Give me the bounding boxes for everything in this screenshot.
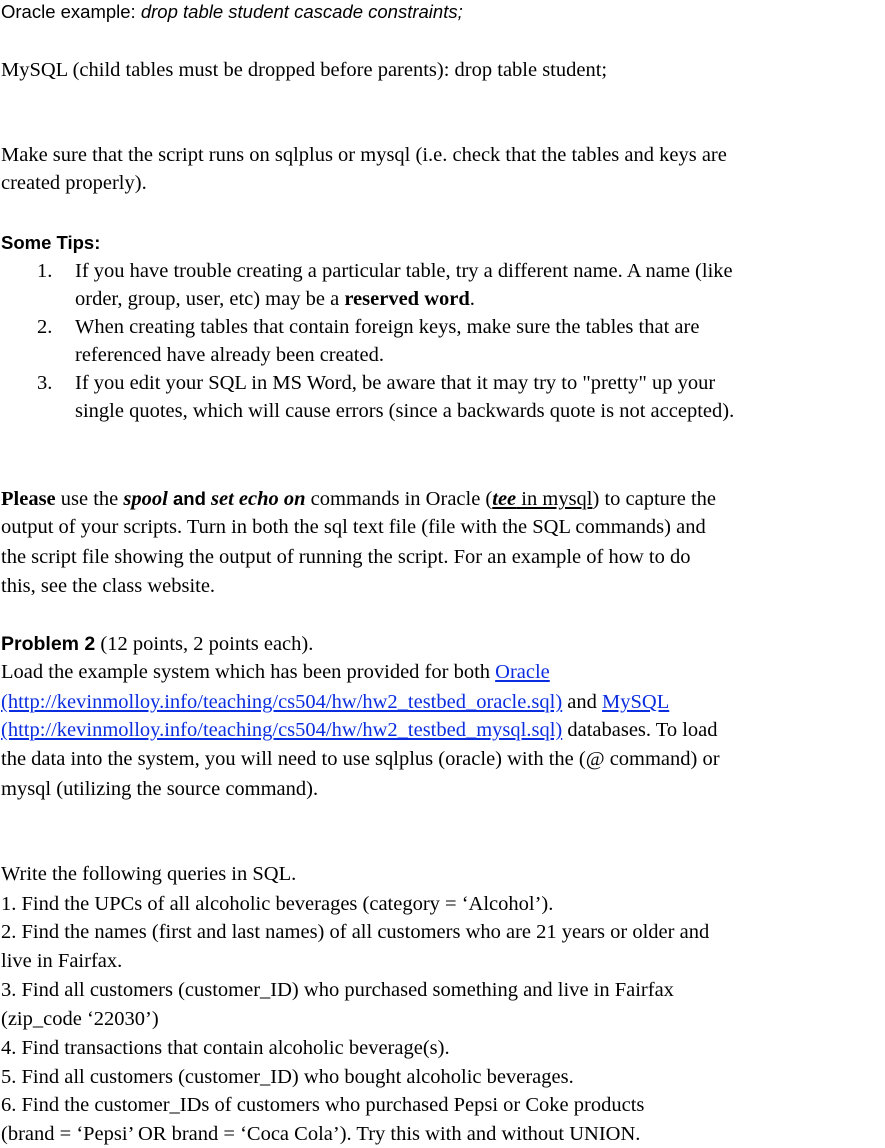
tips-heading: Some Tips: [1, 232, 101, 253]
oracle-url-link[interactable]: (http://kevinmolloy.info/teaching/cs504/hw/hw2_testbed_oracle.sql) [1, 691, 563, 713]
tip-item-2 [0, 313, 885, 369]
use-the-text: use the [55, 488, 124, 510]
please-word: Please [1, 488, 56, 510]
query-1: 1. Find the UPCs of all alcoholic beverages (category = ‘Alcohol’). [1, 893, 554, 915]
to-capture-text: ) to capture the [592, 488, 717, 510]
tip-item-3 [0, 369, 885, 425]
tip-item-1 [0, 257, 885, 313]
and-text: and [562, 691, 603, 713]
please-line-3: the script file showing the output of running the script. For an example of how to do [1, 546, 691, 568]
tip-1-line-2 [75, 285, 885, 313]
query-4: 4. Find transactions that contain alcoholic beverage(s). [1, 1037, 450, 1059]
problem-2-points: (12 points, 2 points each). [95, 633, 314, 655]
tip-3-line-2: single quotes, which will cause errors (since a backwards quote is not accepted). [75, 400, 735, 422]
tip-1-line-1: If you have trouble creating a particular table, try a different name. A name (like [75, 260, 733, 282]
tip-3-line-1: If you edit your SQL in MS Word, be aware that it may try to "pretty" up your [75, 372, 716, 394]
and-word: and [167, 488, 212, 509]
mysql-example-line: MySQL (child tables must be dropped before parents): drop table student; [1, 59, 608, 81]
query-6-line-2: (brand = ‘Pepsi’ OR brand = ‘Coca Cola’). Try this with and without UNION. [1, 1123, 641, 1145]
make-sure-line-2: created properly). [1, 172, 147, 194]
query-2-line-2: live in Fairfax. [1, 950, 123, 972]
problem-2-title: Problem 2 [1, 633, 96, 655]
tip-2-line-2: referenced have already been created. [75, 344, 384, 366]
please-line-2: output of your scripts. Turn in both the sql text file (file with the SQL commands) and [1, 516, 706, 538]
in-mysql-text: in mysql [516, 488, 593, 510]
query-3-line-2: (zip_code ‘22030’) [1, 1008, 159, 1030]
query-3-line-1: 3. Find all customers (customer_ID) who purchased something and live in Fairfax [1, 979, 674, 1001]
please-line-1 [1, 485, 716, 513]
problem-2-load-line [1, 658, 550, 686]
set-echo-on-command: set echo on [211, 488, 306, 510]
spool-command: spool [123, 488, 168, 510]
queries-intro: Write the following queries in SQL. [1, 863, 297, 885]
problem-2-line-4: the data into the system, you will need to use sqlplus (oracle) with the (@ command) or [1, 748, 720, 770]
mysql-link[interactable]: MySQL [602, 691, 670, 713]
problem-2-url-line [1, 688, 669, 716]
please-line-4: this, see the class website. [1, 575, 216, 597]
query-2-line-1: 2. Find the names (first and last names) of all customers who are 21 years or older and [1, 921, 710, 943]
tip-2-line-1: When creating tables that contain foreign keys, make sure the tables that are [75, 316, 700, 338]
tips-list [0, 257, 884, 425]
oracle-link[interactable]: Oracle [495, 661, 550, 683]
load-text: Load the example system which has been provided for both [1, 661, 496, 683]
tip-number: 2. [37, 316, 53, 338]
tip-number: 3. [37, 372, 53, 394]
problem-2-mysql-url-line [1, 716, 718, 744]
problem-2-line-5: mysql (utilizing the source command). [1, 778, 319, 800]
mysql-url-link[interactable]: (http://kevinmolloy.info/teaching/cs504/hw/hw2_testbed_mysql.sql) [1, 719, 563, 741]
tip-number: 1. [37, 260, 53, 282]
databases-text: databases. To load [562, 719, 718, 741]
make-sure-line-1: Make sure that the script runs on sqlplus or mysql (i.e. check that the tables and keys are [1, 144, 727, 166]
query-6-line-1: 6. Find the customer_IDs of customers who purchased Pepsi or Coke products [1, 1094, 645, 1116]
oracle-drop-command: drop table student cascade constraints; [140, 1, 463, 22]
query-5: 5. Find all customers (customer_ID) who bought alcoholic beverages. [1, 1066, 574, 1088]
oracle-example-label: Oracle example: [1, 1, 136, 22]
oracle-example-line [1, 0, 463, 26]
reserved-word-bold: reserved word [344, 288, 470, 310]
tip-1-period: . [469, 288, 475, 310]
problem-2-heading [1, 630, 313, 658]
commands-in-oracle-text: commands in Oracle ( [305, 488, 493, 510]
tip-1-text: order, group, user, etc) may be a [75, 288, 345, 310]
tee-command: tee [492, 488, 517, 510]
